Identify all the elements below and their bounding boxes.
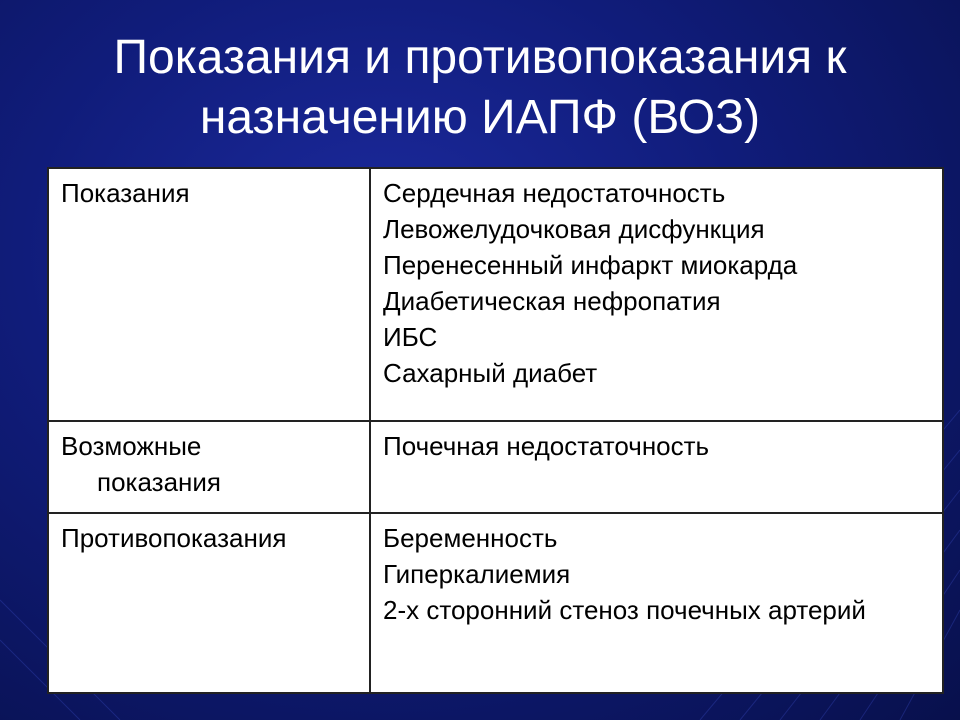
list-item: Почечная недостаточность bbox=[383, 431, 710, 461]
row-label-contraindications bbox=[48, 513, 370, 693]
row-label-text: Противопоказания bbox=[61, 523, 287, 553]
list-item: Беременность bbox=[383, 523, 558, 553]
row-items-indications bbox=[370, 168, 943, 421]
row-label-indications bbox=[48, 168, 370, 421]
table-row-contraindications bbox=[48, 513, 943, 693]
list-item: Сахарный диабет bbox=[383, 358, 598, 388]
slide-title-line-1: Показания и противопоказания к bbox=[113, 31, 847, 84]
row-items-possible-indications bbox=[370, 421, 943, 513]
list-item: Левожелудочковая дисфункция bbox=[383, 214, 765, 244]
row-items-contraindications bbox=[370, 513, 943, 693]
row-label-possible-indications bbox=[48, 421, 370, 513]
indications-table bbox=[47, 167, 944, 694]
row-label-text: Показания bbox=[61, 178, 190, 208]
slide-title bbox=[0, 28, 960, 148]
row-label-text: показания bbox=[97, 467, 221, 497]
list-item: 2-х сторонний стеноз почечных артерий bbox=[383, 595, 866, 625]
table-row-possible-indications bbox=[48, 421, 943, 513]
table-row-indications bbox=[48, 168, 943, 421]
slide-title-line-2: назначению ИАПФ (ВОЗ) bbox=[199, 91, 761, 144]
list-item: Сердечная недостаточность bbox=[383, 178, 726, 208]
list-item: Диабетическая нефропатия bbox=[383, 286, 721, 316]
list-item: Гиперкалиемия bbox=[383, 559, 571, 589]
list-item: Перенесенный инфаркт миокарда bbox=[383, 250, 798, 280]
list-item: ИБС bbox=[383, 322, 438, 352]
row-label-text: Возможные bbox=[61, 431, 202, 461]
